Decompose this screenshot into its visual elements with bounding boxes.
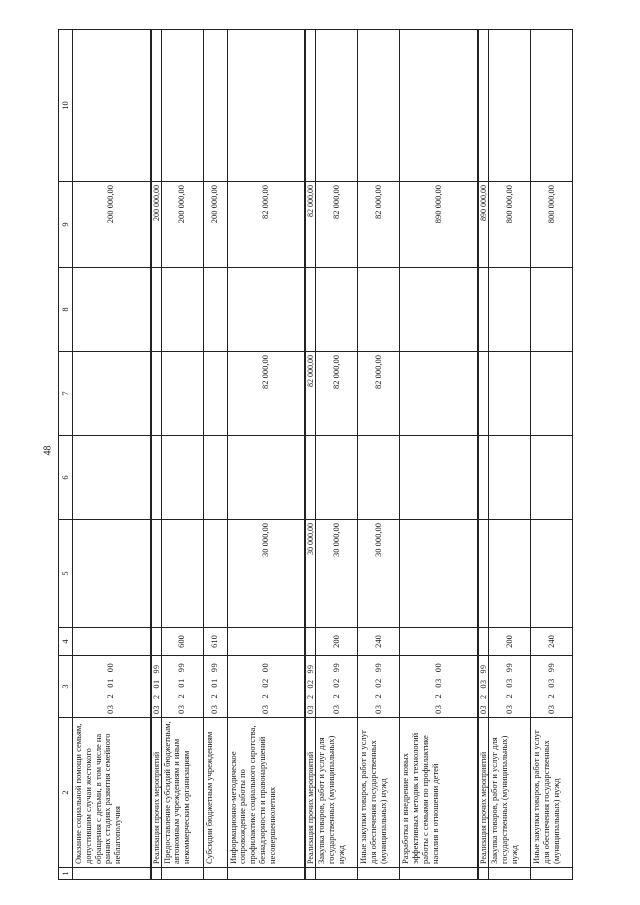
cell-code bbox=[161, 656, 203, 718]
cell-c7 bbox=[73, 352, 151, 436]
cell-kvr: 610 bbox=[203, 628, 227, 656]
cell-c5 bbox=[478, 520, 489, 628]
code-part: 02 bbox=[260, 678, 271, 688]
cell-c5 bbox=[400, 520, 478, 628]
table-row bbox=[489, 30, 531, 880]
cell-c7: 82 000,00 bbox=[358, 352, 400, 436]
code-part: 03 bbox=[545, 704, 556, 714]
cell-c9: 82 000,00 bbox=[227, 182, 305, 268]
cell-kvr: 200 bbox=[316, 628, 358, 656]
cell-c5 bbox=[531, 520, 573, 628]
cell-kvr bbox=[478, 628, 489, 656]
header-row bbox=[59, 30, 73, 880]
cell-name: Реализация прочих мероприятий bbox=[305, 718, 316, 868]
cell-name: Реализация прочих мероприятий bbox=[151, 718, 162, 868]
code-part: 00 bbox=[105, 662, 116, 673]
cell-c5: 30 000,00 bbox=[358, 520, 400, 628]
cell-c10 bbox=[227, 30, 305, 182]
code-part: 02 bbox=[372, 678, 383, 688]
cell-index bbox=[151, 868, 162, 880]
cell-name: Оказание социальной помощи семьям, допустившим случаи жестокого обращения с детьми, в том числе на ранних стадиях развития семейного неблагополучия bbox=[73, 718, 151, 868]
cell-c8 bbox=[489, 268, 531, 352]
cell-code bbox=[478, 656, 489, 718]
cell-c10 bbox=[478, 30, 489, 182]
cell-name: Предоставление субсидий бюджетным, автономным учреждениям и иным некоммерческим организациям bbox=[161, 718, 203, 868]
cell-index bbox=[316, 868, 358, 880]
code-part: 03 bbox=[432, 704, 443, 714]
cell-c6 bbox=[400, 436, 478, 520]
page-number: 48 bbox=[42, 445, 54, 456]
cell-c6 bbox=[478, 436, 489, 520]
cell-c8 bbox=[73, 268, 151, 352]
code-part: 03 bbox=[151, 705, 161, 714]
cell-c7 bbox=[151, 352, 162, 436]
cell-c10 bbox=[161, 30, 203, 182]
cell-index bbox=[531, 868, 573, 880]
table-row bbox=[73, 30, 151, 880]
cell-kvr bbox=[305, 628, 316, 656]
cell-index bbox=[358, 868, 400, 880]
cell-c7 bbox=[203, 352, 227, 436]
cell-name: Закупка товаров, работ и услуг для государственных (муниципальных) нужд bbox=[489, 718, 531, 868]
cell-index bbox=[478, 868, 489, 880]
code-part: 2 bbox=[330, 693, 341, 699]
col-header-9: 9 bbox=[59, 182, 73, 268]
code-part: 99 bbox=[306, 664, 316, 674]
cell-c9: 200 000,00 bbox=[203, 182, 227, 268]
cell-c7 bbox=[478, 352, 489, 436]
code-part: 2 bbox=[176, 693, 187, 699]
cell-code bbox=[227, 656, 305, 718]
code-part: 03 bbox=[306, 705, 316, 714]
cell-kvr: 240 bbox=[358, 628, 400, 656]
cell-kvr: 240 bbox=[531, 628, 573, 656]
cell-c8 bbox=[358, 268, 400, 352]
cell-c6 bbox=[73, 436, 151, 520]
code-part: 2 bbox=[260, 693, 271, 699]
cell-c8 bbox=[161, 268, 203, 352]
cell-c9: 890 000,00 bbox=[478, 182, 489, 268]
table-body bbox=[73, 30, 573, 880]
cell-name: Иные закупки товаров, работ и услуг для обеспечения государственных (муниципальных) нужд bbox=[531, 718, 573, 868]
cell-index bbox=[203, 868, 227, 880]
cell-code bbox=[316, 656, 358, 718]
code-part: 2 bbox=[503, 693, 514, 699]
cell-c5 bbox=[203, 520, 227, 628]
cell-c9: 82 000,00 bbox=[358, 182, 400, 268]
code-part: 99 bbox=[209, 662, 220, 673]
cell-c7 bbox=[489, 352, 531, 436]
cell-kvr bbox=[227, 628, 305, 656]
cell-name: Реализация прочих мероприятий bbox=[478, 718, 489, 868]
code-part: 2 bbox=[105, 693, 116, 699]
cell-c6 bbox=[489, 436, 531, 520]
code-part: 2 bbox=[209, 693, 220, 699]
col-header-5: 5 bbox=[59, 520, 73, 628]
cell-kvr bbox=[151, 628, 162, 656]
cell-c6 bbox=[316, 436, 358, 520]
cell-c10 bbox=[358, 30, 400, 182]
code-part: 00 bbox=[432, 662, 443, 673]
cell-c7: 82 000,00 bbox=[227, 352, 305, 436]
cell-index bbox=[161, 868, 203, 880]
cell-c9: 800 000,00 bbox=[531, 182, 573, 268]
cell-name: Иные закупки товаров, работ и услуг для обеспечения государственных (муниципальных) нужд bbox=[358, 718, 400, 868]
code-part: 2 bbox=[151, 694, 161, 699]
code-part: 02 bbox=[306, 679, 316, 689]
code-part: 01 bbox=[151, 679, 161, 689]
cell-c7 bbox=[400, 352, 478, 436]
cell-c10 bbox=[203, 30, 227, 182]
table-row bbox=[358, 30, 400, 880]
cell-code bbox=[73, 656, 151, 718]
code-part: 03 bbox=[105, 704, 116, 714]
table-row bbox=[316, 30, 358, 880]
cell-name: Информационно-методическое сопровождение работы по профилактике социального сиротства, безнадзорности и правонарушений несовершеннолетних bbox=[227, 718, 305, 868]
code-part: 03 bbox=[176, 704, 187, 714]
code-part: 99 bbox=[151, 664, 161, 674]
cell-index bbox=[73, 868, 151, 880]
cell-code bbox=[203, 656, 227, 718]
col-header-2: 2 bbox=[59, 718, 73, 868]
code-part: 03 bbox=[503, 678, 514, 688]
cell-code bbox=[400, 656, 478, 718]
col-header-10: 10 bbox=[59, 30, 73, 182]
table-row bbox=[531, 30, 573, 880]
table-row bbox=[151, 30, 162, 880]
table-row bbox=[227, 30, 305, 880]
cell-c5: 30 000,00 bbox=[316, 520, 358, 628]
cell-c10 bbox=[151, 30, 162, 182]
cell-c10 bbox=[489, 30, 531, 182]
code-part: 03 bbox=[372, 704, 383, 714]
cell-kvr bbox=[73, 628, 151, 656]
table-row bbox=[203, 30, 227, 880]
cell-name: Закупка товаров, работ и услуг для государственных (муниципальных) нужд bbox=[316, 718, 358, 868]
cell-c10 bbox=[531, 30, 573, 182]
col-header-8: 8 bbox=[59, 268, 73, 352]
cell-c8 bbox=[227, 268, 305, 352]
cell-c6 bbox=[227, 436, 305, 520]
cell-c8 bbox=[400, 268, 478, 352]
cell-c9: 200 000,00 bbox=[151, 182, 162, 268]
cell-c8 bbox=[203, 268, 227, 352]
code-part: 03 bbox=[260, 704, 271, 714]
col-header-3: 3 bbox=[59, 656, 73, 718]
code-part: 99 bbox=[503, 662, 514, 673]
table-row bbox=[305, 30, 316, 880]
cell-c9: 82 000,00 bbox=[316, 182, 358, 268]
col-header-1: 1 bbox=[59, 868, 73, 880]
cell-c8 bbox=[305, 268, 316, 352]
cell-c6 bbox=[203, 436, 227, 520]
cell-c9: 82 000,00 bbox=[305, 182, 316, 268]
cell-c6 bbox=[305, 436, 316, 520]
code-part: 03 bbox=[545, 678, 556, 688]
code-part: 02 bbox=[330, 678, 341, 688]
cell-c5 bbox=[151, 520, 162, 628]
cell-c6 bbox=[161, 436, 203, 520]
code-part: 99 bbox=[330, 662, 341, 673]
cell-code bbox=[358, 656, 400, 718]
table-row bbox=[400, 30, 478, 880]
code-part: 01 bbox=[176, 678, 187, 688]
cell-c7 bbox=[531, 352, 573, 436]
cell-c6 bbox=[531, 436, 573, 520]
cell-name: Субсидии бюджетным учреждениям bbox=[203, 718, 227, 868]
table-row bbox=[161, 30, 203, 880]
cell-c5 bbox=[73, 520, 151, 628]
budget-table-rotated bbox=[58, 30, 573, 880]
cell-c9: 200 000,00 bbox=[73, 182, 151, 268]
cell-c7: 82 000,00 bbox=[305, 352, 316, 436]
cell-c5: 30 000,00 bbox=[227, 520, 305, 628]
code-part: 2 bbox=[372, 693, 383, 699]
cell-kvr bbox=[400, 628, 478, 656]
code-part: 03 bbox=[503, 704, 514, 714]
cell-c10 bbox=[316, 30, 358, 182]
code-part: 03 bbox=[432, 678, 443, 688]
code-part: 00 bbox=[260, 662, 271, 673]
code-part: 2 bbox=[306, 694, 316, 699]
code-part: 2 bbox=[545, 693, 556, 699]
cell-c8 bbox=[316, 268, 358, 352]
code-part: 03 bbox=[478, 705, 488, 714]
code-part: 03 bbox=[209, 704, 220, 714]
col-header-7: 7 bbox=[59, 352, 73, 436]
code-part: 2 bbox=[478, 694, 488, 699]
code-part: 01 bbox=[209, 678, 220, 688]
cell-code bbox=[151, 656, 162, 718]
cell-c9: 890 000,00 bbox=[400, 182, 478, 268]
cell-kvr: 600 bbox=[161, 628, 203, 656]
cell-c10 bbox=[400, 30, 478, 182]
cell-c7 bbox=[161, 352, 203, 436]
col-header-4: 4 bbox=[59, 628, 73, 656]
cell-code bbox=[489, 656, 531, 718]
code-part: 2 bbox=[432, 693, 443, 699]
cell-code bbox=[531, 656, 573, 718]
table-row bbox=[478, 30, 489, 880]
cell-c8 bbox=[478, 268, 489, 352]
cell-code bbox=[305, 656, 316, 718]
budget-table bbox=[58, 29, 573, 880]
cell-c9: 200 000,00 bbox=[161, 182, 203, 268]
cell-name: Разработка и внедрение новых эффективных методик и технологий работы с семьями по профилактике насилия в отношении детей bbox=[400, 718, 478, 868]
code-part: 03 bbox=[330, 704, 341, 714]
cell-index bbox=[489, 868, 531, 880]
code-part: 99 bbox=[176, 662, 187, 673]
cell-c5: 30 000,00 bbox=[305, 520, 316, 628]
cell-c8 bbox=[151, 268, 162, 352]
cell-c6 bbox=[151, 436, 162, 520]
code-part: 99 bbox=[545, 662, 556, 673]
code-part: 01 bbox=[105, 678, 116, 688]
cell-c9: 800 000,00 bbox=[489, 182, 531, 268]
code-part: 03 bbox=[478, 679, 488, 689]
cell-kvr: 200 bbox=[489, 628, 531, 656]
cell-c10 bbox=[305, 30, 316, 182]
cell-c8 bbox=[531, 268, 573, 352]
cell-index bbox=[400, 868, 478, 880]
cell-c7: 82 000,00 bbox=[316, 352, 358, 436]
col-header-6: 6 bbox=[59, 436, 73, 520]
code-part: 99 bbox=[372, 662, 383, 673]
cell-c6 bbox=[358, 436, 400, 520]
code-part: 99 bbox=[478, 664, 488, 674]
cell-index bbox=[305, 868, 316, 880]
cell-c10 bbox=[73, 30, 151, 182]
cell-c5 bbox=[489, 520, 531, 628]
cell-index bbox=[227, 868, 305, 880]
cell-c5 bbox=[161, 520, 203, 628]
